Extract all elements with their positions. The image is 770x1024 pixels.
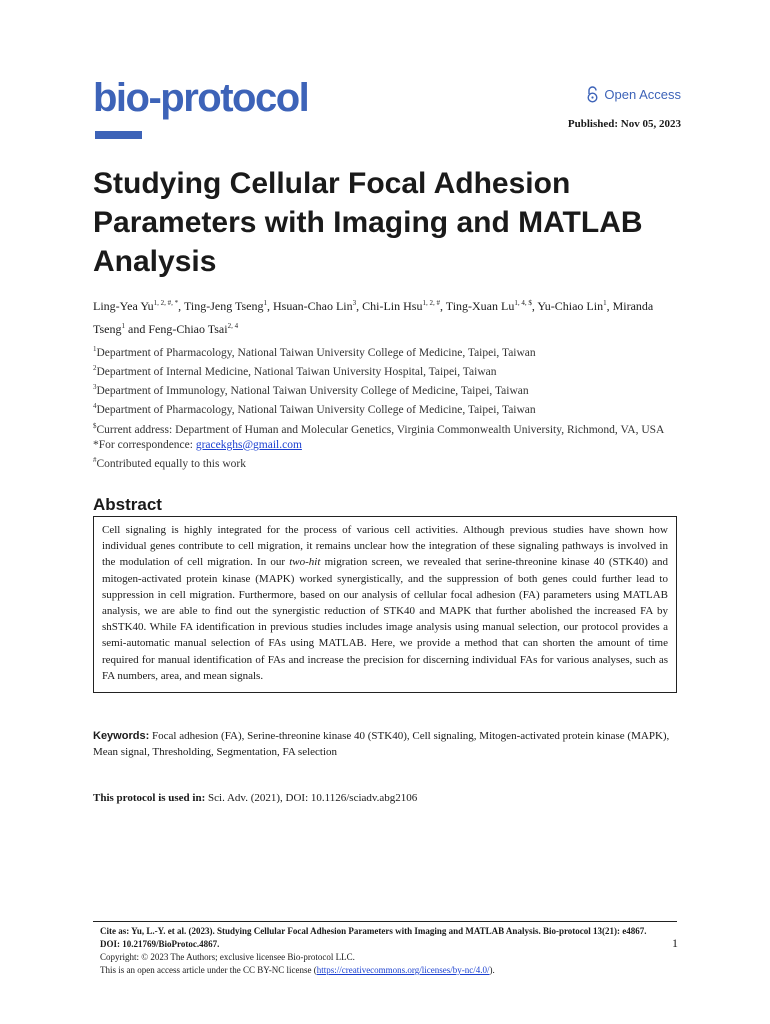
affiliations (93, 342, 683, 472)
license-text (100, 964, 650, 977)
author-list (93, 293, 683, 339)
footer-divider (93, 921, 677, 922)
author-affiliation-mark: 1, 2, #, * (153, 299, 179, 307)
open-access-label: Open Access (604, 87, 681, 102)
author-name: Chi-Lin Hsu (362, 299, 423, 313)
author-separator: , (356, 299, 363, 313)
license-text-after: ). (489, 965, 495, 975)
keywords-text: Focal adhesion (FA), Serine-threonine kinase 40 (STK40), Cell signaling, Mitogen-activated protein kinase (MAPK), Mean signal, Thresholding, Segmentation, FA selection (93, 730, 670, 758)
keywords (93, 728, 677, 760)
author-name: Feng-Chiao Tsai (148, 322, 228, 336)
copyright-text: Copyright: © 2023 The Authors; exclusive licensee Bio-protocol LLC. (100, 952, 355, 962)
author-affiliation-mark: 1, 4, $ (514, 299, 532, 307)
author-name: Ting-Jeng Tseng (183, 299, 264, 313)
abstract-text-part2: migration screen, we revealed that serine-threonine kinase 40 (STK40) and mitogen-activated protein kinase (MAPK) worked synergistically, and the suppression of both genes could further lead to suppression in cell migration. Furthermore, based on our analysis of cellular focal adhesion (FA) parameters using MATLAB analysis, we are able to find out the synergistic reduction of STK40 and MAPK that further abolished the increased FA by shSTK40. While FA identification in previous studies includes image analysis using manual selection, our protocol provides a semi-automatic manual selection of FAs using MATLAB. Here, we provide a method that can shorten the amount of time required for manual identification of FAs and increase the precision for discerning individual FAs for various analyses, such as FA numbers, area, and mean signals. (102, 556, 668, 682)
affiliation-item (93, 342, 683, 361)
author-affiliation-mark: 1, 2, # (422, 299, 440, 307)
bio-protocol-logo (93, 76, 308, 120)
author-name: Ting-Xuan Lu (445, 299, 515, 313)
open-access-badge[interactable] (586, 86, 681, 103)
affiliation-mark: 3 (93, 383, 97, 392)
correspondence-label: *For correspondence: (93, 438, 196, 451)
affiliation-mark: 1 (93, 345, 97, 353)
affiliation-text: Department of Internal Medicine, National Taiwan University Hospital, Taipei, Taiwan (96, 365, 497, 378)
author-separator: , (266, 299, 273, 313)
affiliation-text: Department of Immunology, National Taiwan University College of Medicine, Taipei, Taiwan (96, 385, 529, 398)
abstract-heading: Abstract (93, 495, 162, 514)
page-number: 1 (672, 936, 678, 950)
equal-contribution-mark: # (93, 455, 97, 464)
affiliation-mark: $ (93, 421, 97, 430)
affiliation-text: Current address: Department of Human and Molecular Genetics, Virginia Commonwealth University, Richmond, VA, USA (96, 423, 665, 436)
equal-contribution-text: Contributed equally to this work (96, 457, 246, 470)
used-in-text: Sci. Adv. (2021), DOI: 10.1126/sciadv.abg2106 (205, 792, 418, 804)
author-affiliation-mark: 3 (352, 299, 357, 307)
affiliation-item (93, 380, 683, 399)
author-separator: , (606, 299, 613, 313)
license-link[interactable]: https://creativecommons.org/licenses/by-nc/4.0/ (316, 965, 490, 975)
author-name: Yu-Chiao Lin (537, 299, 604, 313)
author-separator: , (439, 299, 446, 313)
abstract-italic-term: two-hit (289, 556, 321, 569)
affiliation-text: Department of Pharmacology, National Taiwan University College of Medicine, Taipei, Taiwan (96, 404, 536, 417)
author-separator: , (531, 299, 538, 313)
author-affiliation-mark: 1 (121, 322, 125, 330)
abstract-box (93, 516, 677, 693)
author-separator: , (178, 299, 184, 313)
used-in-label: This protocol is used in: (93, 792, 206, 804)
affiliation-item (93, 419, 683, 438)
keywords-label: Keywords: (93, 730, 150, 742)
author-name: Miranda Tseng (93, 299, 654, 336)
license-text-before: This is an open access article under the CC BY-NC license ( (100, 965, 317, 975)
affiliation-mark: 2 (93, 364, 97, 373)
author-name: Ling-Yea Yu (93, 299, 154, 313)
correspondence-email-link[interactable]: gracekghs@gmail.com (195, 438, 302, 451)
abstract-text (102, 522, 668, 684)
affiliation-item (93, 361, 683, 380)
logo-underline (95, 131, 142, 139)
article-title: Studying Cellular Focal Adhesion Parameters with Imaging and MATLAB Analysis (93, 167, 643, 278)
author-name: Hsuan-Chao Lin (272, 299, 353, 313)
affiliation-text: Department of Pharmacology, National Taiwan University College of Medicine, Taipei, Taiwan (96, 346, 536, 359)
citation-text: Cite as: Yu, L.-Y. et al. (2023). Studying Cellular Focal Adhesion Parameters with Imaging and MATLAB Analysis. Bio-protocol 13(21): e4867. DOI: 10.21769/BioProtoc.4867. (100, 926, 647, 949)
abstract-text-part1: Cell signaling is highly integrated for the process of various cell activities. Although previous studies have shown how individual genes contribute to cell migration, it remains unclear how the integration of these signaling pathways is involved in the modulation of cell migration. In our (102, 524, 668, 569)
logo-text: bio-protocol (93, 76, 309, 120)
correspondence-line (93, 438, 683, 453)
author-affiliation-mark: 1 (603, 299, 607, 307)
author-affiliation-mark: 2, 4 (227, 322, 239, 330)
author-separator: and (125, 322, 149, 336)
affiliation-mark: 4 (93, 402, 97, 411)
footer (100, 925, 650, 977)
protocol-used-in (93, 790, 677, 806)
author-affiliation-mark: 1 (263, 299, 267, 307)
published-date: Published: Nov 05, 2023 (567, 118, 681, 130)
open-lock-icon (586, 86, 599, 103)
affiliation-item (93, 399, 683, 418)
equal-contribution-note (93, 453, 683, 472)
